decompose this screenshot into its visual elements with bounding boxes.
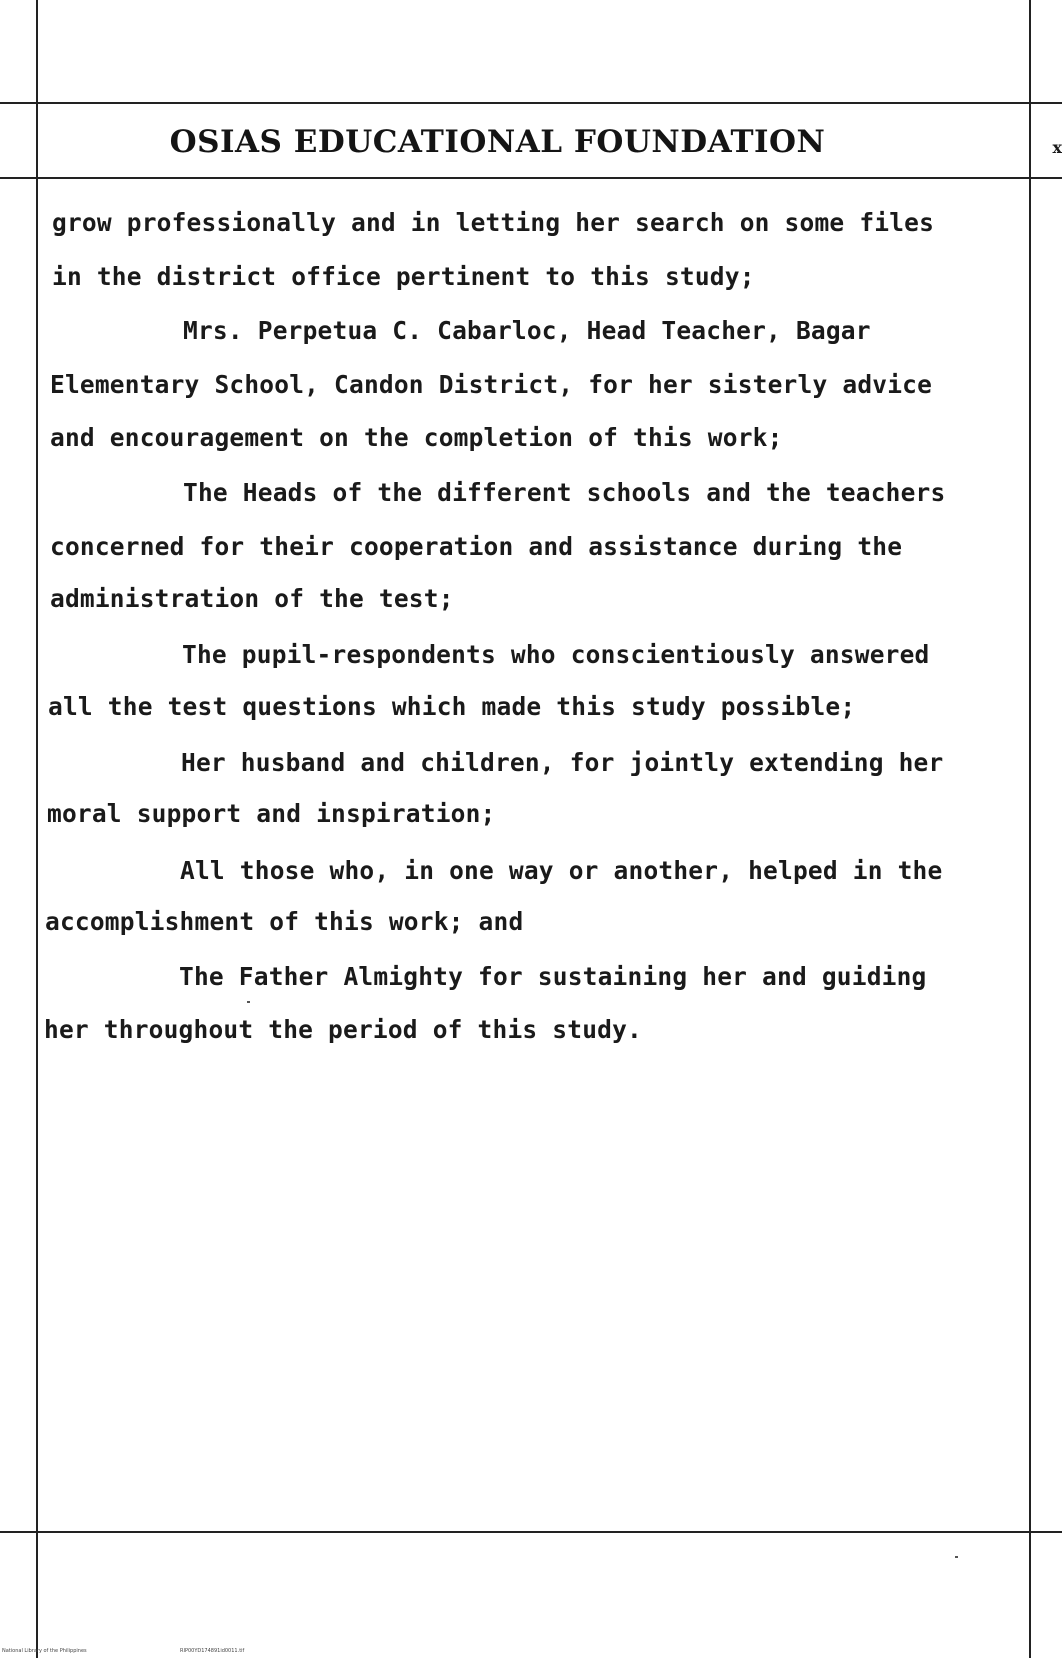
- left-margin-line: [36, 0, 38, 1658]
- text-line: all the test questions which made this study possible;: [48, 692, 856, 721]
- text-line: The pupil-respondents who conscientiously answered: [182, 640, 930, 669]
- text-line: All those who, in one way or another, helped in the: [180, 856, 943, 885]
- footer-top-line: [0, 1531, 1062, 1533]
- text-line: accomplishment of this work; and: [45, 907, 524, 936]
- text-line: The Father Almighty for sustaining her and guiding: [179, 962, 927, 991]
- text-line: Elementary School, Candon District, for her sisterly advice: [50, 370, 933, 399]
- text-line: The Heads of the different schools and the teachers: [183, 478, 946, 507]
- page-header: [40, 106, 1025, 178]
- right-margin-line: [1029, 0, 1031, 1658]
- text-line: Her husband and children, for jointly extending her: [181, 748, 944, 777]
- footer-credit: National Library of the Philippines: [2, 1648, 87, 1654]
- edge-mark: x: [1052, 138, 1062, 157]
- text-line: concerned for their cooperation and assistance during the: [50, 532, 903, 561]
- text-line: grow professionally and in letting her search on some files: [52, 208, 935, 237]
- scan-speck: [247, 1001, 250, 1003]
- text-line: administration of the test;: [50, 584, 454, 613]
- scan-speck: [955, 1556, 958, 1558]
- page-title: OSIAS EDUCATIONAL FOUNDATION: [169, 124, 826, 160]
- footer-file-name: RIP00YD174891id0011.tif: [180, 1648, 245, 1654]
- text-line: Mrs. Perpetua C. Cabarloc, Head Teacher, Bagar: [183, 316, 871, 345]
- text-line: and encouragement on the completion of this work;: [50, 423, 783, 452]
- text-line: her throughout the period of this study.: [44, 1015, 643, 1044]
- text-line: moral support and inspiration;: [47, 799, 496, 828]
- text-line: in the district office pertinent to this study;: [52, 262, 755, 291]
- header-top-line: [0, 102, 1062, 104]
